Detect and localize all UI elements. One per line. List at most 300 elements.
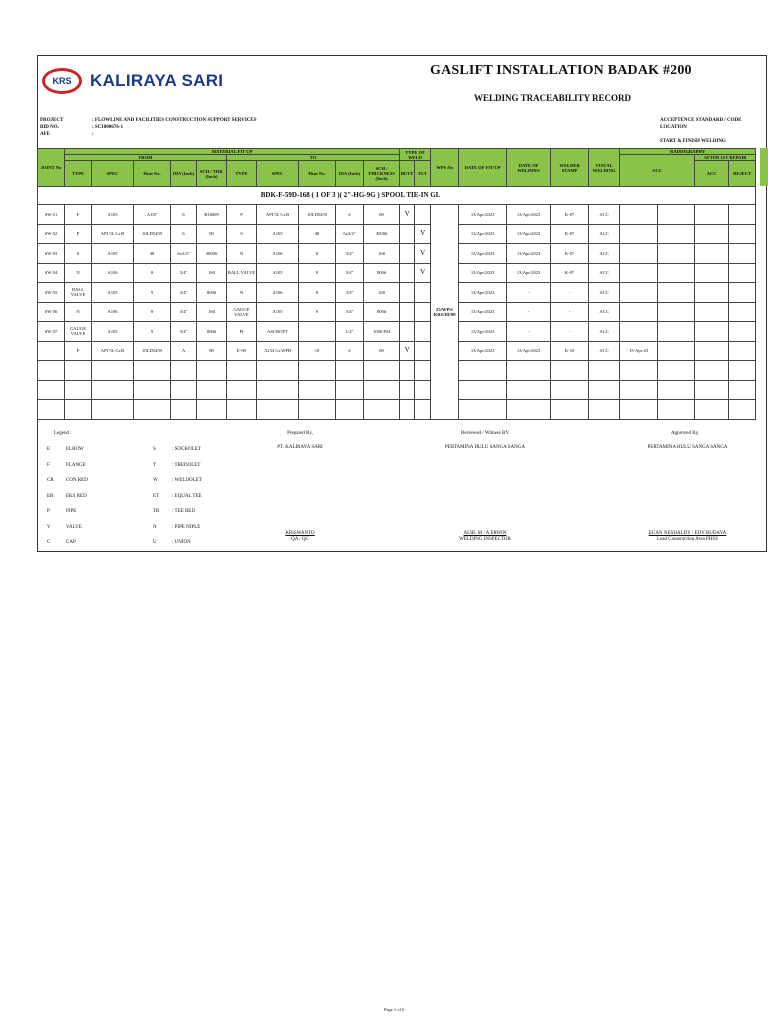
cell-f-spec: A105 <box>92 205 134 225</box>
cell-f-heat: 9 <box>134 322 171 342</box>
cell-rt-acc <box>620 205 658 225</box>
col-rt-acc: ACC <box>620 155 695 187</box>
cell-joint <box>38 361 65 381</box>
cell-f-heat: 48 <box>134 244 171 264</box>
cell-visual: ACC <box>589 302 620 322</box>
col-to-dia: DIA (Inch) <box>336 161 364 187</box>
cell-welding-date <box>507 400 551 420</box>
cell-t-type: N <box>227 244 257 264</box>
cell-f-sch: 160 <box>197 263 227 283</box>
cell-welder-stamp <box>551 361 589 381</box>
cell-joint: SW 01 <box>38 205 65 225</box>
col-butt: BUTT <box>400 161 415 187</box>
col-welder-stamp: WELDER STAMP <box>551 149 589 187</box>
spool-title: BDK-F-59D-168 ( 1 OF 3 )( 2"-HG-9G ) SPOOL TIE-IN GL <box>38 187 756 205</box>
cell-f-heat: A187 <box>134 205 171 225</box>
cell-visual <box>589 400 620 420</box>
cell-repair-reject <box>729 302 756 322</box>
cell-f-heat: 8 <box>134 263 171 283</box>
legend-meaning: : TREDOLET <box>172 462 201 468</box>
cell-f-dia: 6 <box>171 224 197 244</box>
col-from: FROM <box>65 155 227 161</box>
cell-t-spec: A106 <box>257 244 299 264</box>
legend-meaning: FLANGE <box>66 462 86 468</box>
cell-repair-reject <box>729 380 756 400</box>
cell-fillet: V <box>415 263 431 283</box>
reviewed-by-signature <box>420 531 550 543</box>
cell-f-type <box>65 361 92 381</box>
legend-meaning: : SOCKOLET <box>172 447 201 452</box>
cell-visual: ACC <box>589 283 620 303</box>
green-side-marker <box>760 148 768 186</box>
cell-f-sch: B16009 <box>197 205 227 225</box>
cell-rt-reject <box>658 205 695 225</box>
cell-f-type <box>65 380 92 400</box>
cell-welder-stamp: - <box>551 322 589 342</box>
cell-rt-reject <box>658 244 695 264</box>
cell-f-dia <box>171 400 197 420</box>
cell-fillet <box>415 400 431 420</box>
cell-f-sch: 160 <box>197 302 227 322</box>
cell-t-sch: 160 <box>364 283 400 303</box>
cell-repair-acc <box>695 302 729 322</box>
approved-by-name: EUAN NESHALDY / EDY BUDAYA <box>648 531 727 536</box>
cell-t-dia <box>336 380 364 400</box>
cell-butt <box>400 380 415 400</box>
cell-rt-reject <box>658 322 695 342</box>
cell-joint <box>38 400 65 420</box>
cell-t-spec: API 5L Gr.B <box>257 205 299 225</box>
cell-fillet <box>415 322 431 342</box>
cell-t-type: E-90 <box>227 341 257 361</box>
cell-butt <box>400 283 415 303</box>
cell-t-spec: A105 <box>257 263 299 283</box>
col-repair-acc: ACC <box>695 161 729 187</box>
cell-repair-reject <box>729 263 756 283</box>
legend-code: ER <box>47 493 54 499</box>
legend-code: ET <box>153 493 160 499</box>
cell-rt-acc <box>620 224 658 244</box>
cell-repair-acc <box>695 224 729 244</box>
cell-joint: SW 06 <box>38 302 65 322</box>
company-logo <box>42 68 223 94</box>
cell-repair-acc <box>695 341 729 361</box>
cell-f-spec: A106 <box>92 302 134 322</box>
cell-welder-stamp: K-07 <box>551 244 589 264</box>
cell-repair-acc <box>695 205 729 225</box>
cell-f-type: F <box>65 205 92 225</box>
cell-repair-reject <box>729 205 756 225</box>
cell-t-dia <box>336 400 364 420</box>
table-row <box>38 244 756 264</box>
cell-welder-stamp <box>551 400 589 420</box>
col-from-sch: SCH / THK (Inch) <box>197 161 227 187</box>
cell-f-sch: 800# <box>197 322 227 342</box>
col-after-repair: AFTER 1ST REPAIR <box>695 155 756 161</box>
reviewed-by-label: Reviewed / Witness BY <box>461 431 509 436</box>
col-fillet: FLT <box>415 161 431 187</box>
cell-welder-stamp: - <box>551 283 589 303</box>
cell-f-spec: A105 <box>92 283 134 303</box>
cell-t-dia: 3/4" <box>336 283 364 303</box>
col-repair-reject: REJECT <box>729 161 756 187</box>
cell-f-heat: 10LD5459 <box>134 341 171 361</box>
cell-fitup-date <box>459 361 507 381</box>
cell-welding-date <box>507 361 551 381</box>
prepared-by-label: Prepared By, <box>287 431 313 436</box>
col-from-heat: Heat No. <box>134 161 171 187</box>
cell-fillet <box>415 283 431 303</box>
approved-by-role: Lead Construction Area PHSS <box>657 537 718 542</box>
cell-rt-acc <box>620 263 658 283</box>
cell-t-spec: A106 <box>257 283 299 303</box>
cell-t-sch <box>364 380 400 400</box>
col-to-sch: SCH / THICKNESS (Inch) <box>364 161 400 187</box>
col-from-type: TYPE <box>65 161 92 187</box>
start-finish-label: START & FINISH WELDING <box>660 139 726 144</box>
reviewed-by-company: PERTAMINA HULU SANGA SANGA <box>445 445 525 450</box>
cell-t-dia: 6 <box>336 341 364 361</box>
cell-welding-date: 13/Apr/2023 <box>507 244 551 264</box>
cell-f-sch <box>197 400 227 420</box>
cell-f-dia: 3/4" <box>171 283 197 303</box>
cell-repair-acc <box>695 263 729 283</box>
cell-t-dia <box>336 361 364 381</box>
col-visual-welding: VISUAL WELDING <box>589 149 620 187</box>
legend-meaning: CAP <box>66 540 76 545</box>
prepared-by-role: QA / QC <box>291 537 309 542</box>
cell-visual: ACC <box>589 322 620 342</box>
cell-welder-stamp: K-07 <box>551 263 589 283</box>
cell-welder-stamp: K-10 <box>551 341 589 361</box>
cell-rt-reject <box>658 224 695 244</box>
cell-t-dia: 3/4" <box>336 244 364 264</box>
cell-t-heat <box>299 380 336 400</box>
cell-joint: SW 05 <box>38 283 65 303</box>
cell-f-sch <box>197 380 227 400</box>
cell-welding-date: - <box>507 302 551 322</box>
cell-t-type: BALL VALVE <box>227 263 257 283</box>
cell-fitup-date: 13/Apr/2023 <box>459 224 507 244</box>
cell-rt-acc <box>620 302 658 322</box>
table-body <box>38 205 756 420</box>
cell-joint <box>38 380 65 400</box>
cell-repair-reject <box>729 322 756 342</box>
krs-logo-mark: KRS <box>42 68 82 94</box>
acceptance-standard: ACCEPTENCE STANDARD / CODE <box>660 118 742 123</box>
cell-f-sch: 80 <box>197 224 227 244</box>
cell-fitup-date: 13/Apr/2023 <box>459 244 507 264</box>
cell-f-type: S <box>65 244 92 264</box>
cell-fitup-date: 13/Apr/2023 <box>459 205 507 225</box>
cell-repair-reject <box>729 244 756 264</box>
cell-t-type: PI <box>227 322 257 342</box>
cell-t-heat: 10 <box>299 341 336 361</box>
cell-t-type: S <box>227 224 257 244</box>
cell-fillet <box>415 302 431 322</box>
cell-f-dia: 3/4" <box>171 322 197 342</box>
cell-t-sch: 1000 PSI <box>364 322 400 342</box>
cell-repair-acc <box>695 322 729 342</box>
cell-f-heat: 10LD5459 <box>134 224 171 244</box>
cell-t-dia: 1/2" <box>336 322 364 342</box>
cell-t-heat <box>299 361 336 381</box>
cell-t-spec <box>257 361 299 381</box>
cell-butt <box>400 263 415 283</box>
cell-repair-reject <box>729 341 756 361</box>
cell-t-heat: 10LD5459 <box>299 205 336 225</box>
cell-f-spec: A106 <box>92 263 134 283</box>
legend-code: T <box>153 462 157 468</box>
meta-value-afe: : <box>92 132 94 137</box>
cell-rt-acc <box>620 380 658 400</box>
legend-code: P <box>47 509 50 514</box>
cell-welder-stamp <box>551 380 589 400</box>
cell-welding-date: 13/Apr/2023 <box>507 224 551 244</box>
cell-f-heat: 9 <box>134 283 171 303</box>
col-joint-no: JOINT No <box>38 149 65 187</box>
cell-repair-acc <box>695 380 729 400</box>
cell-butt <box>400 361 415 381</box>
cell-t-type <box>227 380 257 400</box>
cell-rt-reject <box>658 302 695 322</box>
cell-joint: SW 04 <box>38 263 65 283</box>
cell-rt-reject <box>658 400 695 420</box>
cell-f-spec: API 5L Gr.B <box>92 341 134 361</box>
cell-wps-merged: 25/WPS/ KRS/III/99 <box>431 205 459 420</box>
approved-by-company: PERTAMINA HULU SANGA SANGA <box>647 445 728 450</box>
cell-f-sch: 80 <box>197 341 227 361</box>
prepared-by-company: PT. KALIRAYA SARI <box>277 445 323 450</box>
cell-visual <box>589 380 620 400</box>
cell-f-heat: 8 <box>134 302 171 322</box>
cell-butt <box>400 302 415 322</box>
legend-code: S <box>153 447 156 452</box>
cell-rt-acc <box>620 283 658 303</box>
cell-welder-stamp: K-07 <box>551 224 589 244</box>
cell-butt <box>400 224 415 244</box>
legend-meaning: VALVE <box>66 524 82 530</box>
cell-t-type <box>227 400 257 420</box>
cell-t-type <box>227 361 257 381</box>
col-to-heat: Heat No. <box>299 161 336 187</box>
cell-rt-acc: 15-Apr-23 <box>620 341 658 361</box>
cell-visual: ACC <box>589 205 620 225</box>
legend-code: F <box>47 462 50 468</box>
cell-f-heat <box>134 380 171 400</box>
location-label: LOCATION <box>660 125 687 130</box>
col-type-of-weld: TYPE OF WELD <box>400 149 431 161</box>
cell-fillet: V <box>415 224 431 244</box>
cell-fitup-date: 13/Apr/2023 <box>459 322 507 342</box>
col-to-type: TYPE <box>227 161 257 187</box>
approved-by-label: Approved By, <box>670 431 699 436</box>
col-material-fit-up: MATERIAL FIT UP <box>65 149 400 155</box>
cell-t-sch: 80 <box>364 341 400 361</box>
reviewed-by-role: WELDING INSPECTOR <box>459 537 511 542</box>
cell-t-sch: 160 <box>364 244 400 264</box>
reviewed-by-name: ALIB. M / A ERWIN <box>463 531 507 536</box>
cell-t-spec: A234 Gr.WPB <box>257 341 299 361</box>
prepared-by-signature <box>240 531 360 543</box>
cell-t-spec: ASCROFT <box>257 322 299 342</box>
cell-visual: ACC <box>589 224 620 244</box>
cell-welder-stamp: - <box>551 302 589 322</box>
col-from-spec: SPEC <box>92 161 134 187</box>
cell-butt <box>400 244 415 264</box>
cell-repair-reject <box>729 283 756 303</box>
cell-f-spec <box>92 380 134 400</box>
cell-f-spec: A105 <box>92 322 134 342</box>
table-row <box>38 224 756 244</box>
cell-f-type: P <box>65 341 92 361</box>
legend-code: E <box>47 447 51 452</box>
cell-f-type: P <box>65 224 92 244</box>
document-subtitle: WELDING TRACEABILITY RECORD <box>474 93 632 103</box>
legend-meaning: EKS RED <box>66 493 87 499</box>
col-to: TO <box>227 155 400 161</box>
cell-repair-reject <box>729 361 756 381</box>
cell-repair-acc <box>695 400 729 420</box>
cell-f-sch: 3000# <box>197 244 227 264</box>
table-row <box>38 205 756 225</box>
meta-label-bid: BID NO. <box>40 125 59 130</box>
document-title: GASLIFT INSTALLATION BADAK #200 <box>430 63 692 78</box>
cell-joint: SW 07 <box>38 322 65 342</box>
cell-fillet <box>415 341 431 361</box>
cell-fitup-date: 13/Apr/2023 <box>459 302 507 322</box>
legend-code: V <box>47 524 51 530</box>
cell-f-type: N <box>65 263 92 283</box>
cell-t-heat: 8 <box>299 283 336 303</box>
cell-t-heat: 48 <box>299 224 336 244</box>
cell-rt-acc <box>620 244 658 264</box>
page-number: Page 1 of 6 <box>384 1007 405 1012</box>
cell-rt-reject <box>658 380 695 400</box>
cell-f-sch: 800# <box>197 283 227 303</box>
cell-t-sch <box>364 400 400 420</box>
cell-repair-reject <box>729 400 756 420</box>
cell-f-type <box>65 400 92 420</box>
cell-f-heat <box>134 361 171 381</box>
cell-f-type: GAUGE VALVE <box>65 322 92 342</box>
cell-t-spec <box>257 400 299 420</box>
legend-code: TR <box>153 509 160 514</box>
cell-welding-date <box>507 380 551 400</box>
legend-meaning: : TEE RED <box>172 509 195 514</box>
cell-welding-date: - <box>507 322 551 342</box>
legend-meaning: : WELDOLET <box>172 478 202 483</box>
cell-t-spec <box>257 380 299 400</box>
cell-fitup-date: 13/Apr/2023 <box>459 263 507 283</box>
table-row <box>38 361 756 381</box>
cell-t-dia: 3/4" <box>336 263 364 283</box>
cell-fitup-date <box>459 400 507 420</box>
table-row <box>38 302 756 322</box>
legend-code: C <box>47 540 51 545</box>
meta-value-bid: : SC1000676-1 <box>92 125 123 130</box>
cell-t-spec: A105 <box>257 224 299 244</box>
cell-f-sch <box>197 361 227 381</box>
cell-visual: ACC <box>589 341 620 361</box>
meta-labels <box>40 117 63 138</box>
meta-label-afe: AFE <box>40 132 50 137</box>
col-to-spec: SPEC <box>257 161 299 187</box>
cell-butt: V <box>400 341 415 361</box>
cell-visual: ACC <box>589 244 620 264</box>
cell-t-sch <box>364 361 400 381</box>
cell-t-dia: 3/4" <box>336 302 364 322</box>
cell-f-dia: 6x3/4" <box>171 244 197 264</box>
cell-fillet: V <box>415 244 431 264</box>
cell-f-spec <box>92 361 134 381</box>
cell-welding-date: - <box>507 283 551 303</box>
col-date-fitup: DATE OF FIT-UP <box>459 149 507 187</box>
cell-f-dia: 3/4" <box>171 302 197 322</box>
legend-code: U <box>153 540 157 545</box>
cell-welder-stamp: K-07 <box>551 205 589 225</box>
cell-t-dia: 6 <box>336 205 364 225</box>
cell-t-sch: 800# <box>364 263 400 283</box>
cell-f-type: N <box>65 302 92 322</box>
cell-f-spec: A105 <box>92 244 134 264</box>
cell-visual: ACC <box>589 263 620 283</box>
cell-f-dia: 3/4" <box>171 263 197 283</box>
meta-values <box>92 117 257 138</box>
cell-f-dia: A <box>171 341 197 361</box>
legend-meaning: ELBOW <box>66 447 84 452</box>
cell-rt-acc <box>620 322 658 342</box>
cell-f-spec <box>92 400 134 420</box>
cell-rt-reject <box>658 283 695 303</box>
meta-value-project: : FLOWLINE AND FACILITIES CONSTRUCTION SUPPORT SERVICES <box>92 118 257 123</box>
cell-t-heat: 9 <box>299 263 336 283</box>
cell-repair-acc <box>695 361 729 381</box>
cell-rt-reject <box>658 341 695 361</box>
cell-t-type: N <box>227 283 257 303</box>
cell-rt-acc <box>620 361 658 381</box>
cell-welding-date: 13/Apr/2023 <box>507 341 551 361</box>
cell-welding-date: 13/Apr/2023 <box>507 263 551 283</box>
cell-t-heat: 9 <box>299 302 336 322</box>
cell-t-sch: 3000# <box>364 224 400 244</box>
table-row <box>38 341 756 361</box>
table-row <box>38 263 756 283</box>
legend-meaning: : UNION <box>172 540 191 545</box>
cell-f-heat <box>134 400 171 420</box>
table-row <box>38 283 756 303</box>
legend-meaning: : EQUAL TEE <box>172 493 202 499</box>
cell-t-type: GAUGE VALVE <box>227 302 257 322</box>
col-date-welding: DATE OF WELDING <box>507 149 551 187</box>
cell-joint: SW 02 <box>38 224 65 244</box>
cell-t-heat: 8 <box>299 244 336 264</box>
cell-repair-acc <box>695 244 729 264</box>
legend-title: Legend : <box>54 431 72 436</box>
cell-t-type: P <box>227 205 257 225</box>
cell-joint: SW 03 <box>38 244 65 264</box>
cell-rt-reject <box>658 263 695 283</box>
col-wps-no: WPS No <box>431 149 459 187</box>
spool-row <box>38 187 756 205</box>
cell-fitup-date <box>459 380 507 400</box>
legend-code: W <box>153 478 158 483</box>
meta-label-project: PROJECT <box>40 118 64 123</box>
col-from-dia: DIA (Inch) <box>171 161 197 187</box>
meta-right <box>660 117 741 145</box>
cell-repair-acc <box>695 283 729 303</box>
company-name: KALIRAYA SARI <box>90 71 224 90</box>
